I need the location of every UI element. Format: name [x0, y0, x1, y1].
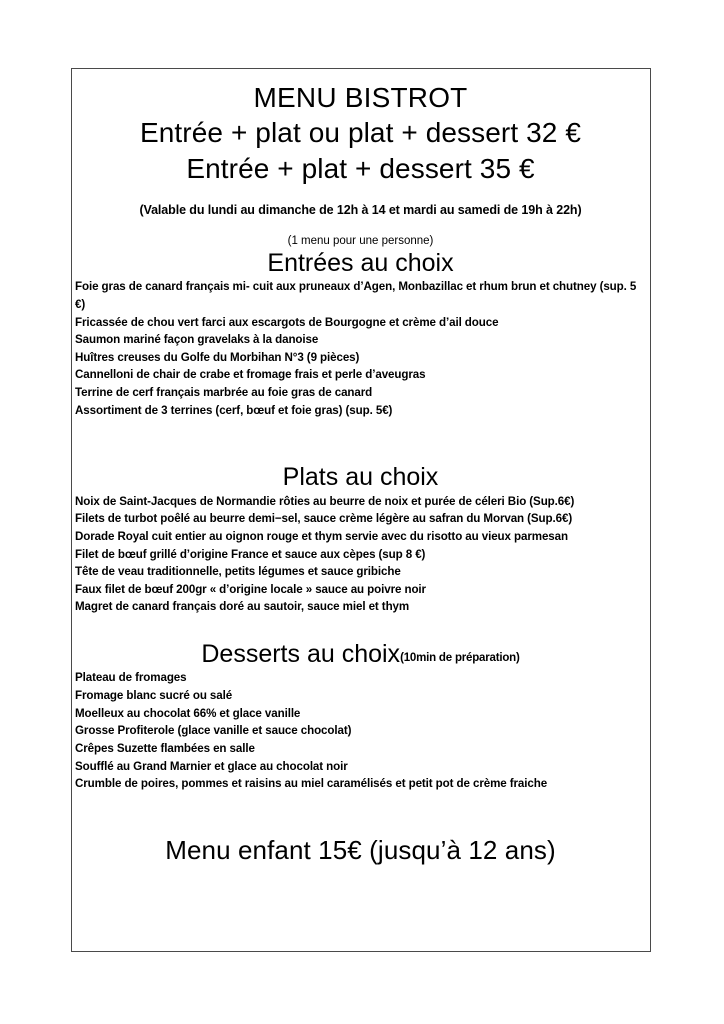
- list-item: Saumon mariné façon gravelaks à la danoise: [75, 333, 319, 347]
- list-item: Fromage blanc sucré ou salé: [75, 689, 233, 703]
- menu-content: [72, 69, 650, 866]
- entrees-list: [75, 278, 646, 419]
- list-item: Noix de Saint-Jacques de Normandie rôties au beurre de noix et purée de céleri Bio (Sup.6€): [75, 494, 575, 508]
- plats-list-primary: [75, 493, 646, 511]
- list-item: Moelleux au chocolat 66% et glace vanille: [75, 706, 301, 720]
- validity-note: (Valable du lundi au dimanche de 12h à 14 et mardi au samedi de 19h à 22h): [139, 202, 582, 217]
- plats-list-secondary: [75, 510, 646, 616]
- list-item: Cannelloni de chair de crabe et fromage frais et perle d’aveugras: [75, 368, 426, 382]
- list-item: Magret de canard français doré au sautoir, sauce miel et thym: [75, 600, 410, 614]
- list-item: Crêpes Suzette flambées en salle: [75, 741, 255, 755]
- list-item: Plateau de fromages: [75, 671, 187, 685]
- price-line-1: Entrée + plat ou plat + dessert 32 €: [139, 117, 581, 149]
- list-item: Dorade Royal cuit entier au oignon rouge et thym servie avec du risotto au vieux parmesan: [75, 529, 568, 543]
- section-heading-desserts-label: Desserts au choix: [201, 639, 401, 668]
- list-item: Huîtres creuses du Golfe du Morbihan N°3 (9 pièces): [75, 350, 360, 364]
- page-title: MENU BISTROT: [253, 82, 468, 113]
- list-item: Filet de bœuf grillé d’origine France et sauce aux cèpes (sup 8 €): [75, 547, 426, 561]
- list-item: Foie gras de canard français mi- cuit aux pruneaux d’Agen, Monbazillac et rhum brun et chutney (sup. 5 €): [75, 280, 637, 311]
- list-item: Assortiment de 3 terrines (cerf, bœuf et foie gras) (sup. 5€): [75, 403, 393, 417]
- section-heading-desserts: [75, 640, 646, 670]
- list-item: Crumble de poires, pommes et raisins au miel caramélisés et petit pot de crème fraiche: [75, 777, 548, 791]
- list-item: Terrine de cerf français marbrée au foie gras de canard: [75, 385, 373, 399]
- list-item: Grosse Profiterole (glace vanille et sauce chocolat): [75, 724, 352, 738]
- desserts-list-cheese: [75, 669, 646, 704]
- desserts-preparation-note: (10min de préparation): [400, 651, 520, 664]
- list-item: Fricassée de chou vert farci aux escargots de Bourgogne et crème d’ail douce: [75, 315, 499, 329]
- list-item: Faux filet de bœuf 200gr « d’origine locale » sauce au poivre noir: [75, 582, 426, 596]
- per-person-note: (1 menu pour une personne): [287, 234, 434, 247]
- section-heading-plats: Plats au choix: [282, 463, 439, 492]
- list-item: Tête de veau traditionnelle, petits légumes et sauce gribiche: [75, 565, 401, 579]
- list-item: Soufflé au Grand Marnier et glace au chocolat noir: [75, 759, 348, 773]
- children-menu-line: Menu enfant 15€ (jusqu’à 12 ans): [165, 834, 556, 865]
- menu-page: [71, 68, 651, 952]
- list-item: Filets de turbot poêlé au beurre demi−sel, sauce crème légère au safran du Morvan (Sup.6€): [75, 512, 573, 526]
- price-line-2: Entrée + plat + dessert 35 €: [186, 152, 535, 184]
- desserts-list-sweet: [75, 705, 646, 793]
- section-heading-entrees: Entrées au choix: [267, 248, 454, 277]
